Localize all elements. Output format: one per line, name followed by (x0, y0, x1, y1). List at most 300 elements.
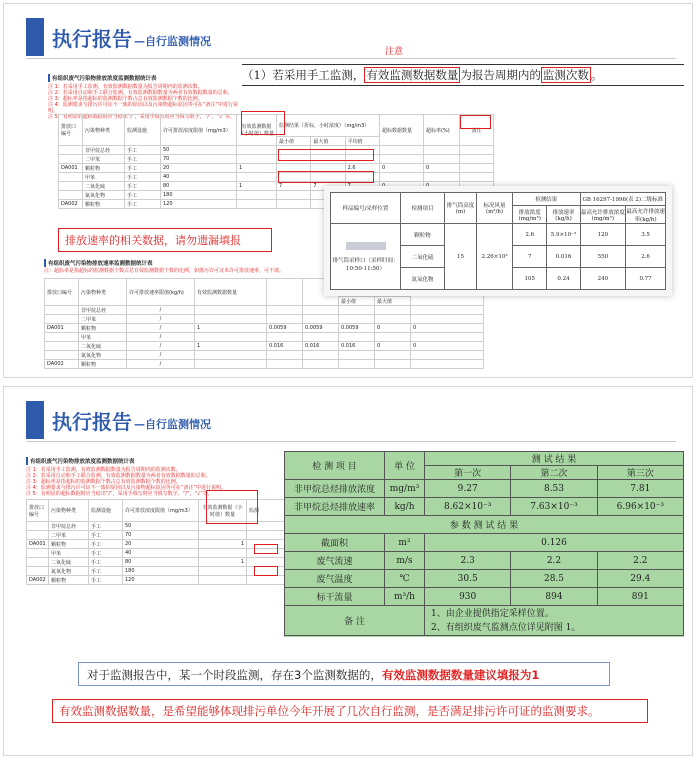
value-cell: 0.016 (339, 342, 375, 351)
outlet-cell (27, 531, 49, 540)
rep-h-height: 排气筒高度(m) (445, 193, 477, 224)
table-row (45, 342, 484, 351)
g-v1-cell: 30.5 (425, 570, 511, 588)
table-row (27, 549, 286, 558)
value-cell: 0.0059 (303, 324, 339, 333)
over-rate-cell (424, 155, 460, 164)
table-row (285, 480, 684, 498)
g-h-item: 检 测 项 目 (285, 452, 385, 480)
rep-sample-cell (331, 224, 401, 290)
t1-h-remark: 备注 (460, 115, 494, 146)
value-cell (339, 315, 375, 324)
rep-h-stdconc: 最高允许排放浓度(mg/m³) (580, 206, 626, 224)
table-row (45, 360, 484, 369)
rep-rate-cell: 0.016 (547, 246, 580, 268)
rep-rate-cell: 0.24 (547, 268, 580, 290)
result-cell (247, 576, 286, 585)
value-cell (303, 315, 339, 324)
s2-pm-highlight (254, 544, 278, 554)
table-row (27, 558, 286, 567)
table-row (285, 552, 684, 570)
outlet-cell (27, 549, 49, 558)
note-text: （1）若采用手工监测， 有效监测数据数量 为报告周期内的 监测次数 。 (242, 64, 684, 86)
count-cell: 1 (199, 558, 247, 567)
rate-note: 排放速率的相关数据，请勿遗漏填报 (58, 228, 272, 252)
limit-cell: / (127, 351, 195, 360)
outlet-cell: DA002 (45, 360, 79, 369)
t1-count-header-highlight (241, 111, 285, 135)
t2-h-limit: 许可排放速率限值(kg/h) (127, 279, 195, 306)
rep-stdrate-cell: 3.5 (626, 224, 666, 246)
rep-rate-cell: 5.9×10⁻³ (547, 224, 580, 246)
table1-note-2: 注 2：若采用自动和手工联合监测，有效监测数据数量为两者有效数据数量的总和。 (48, 90, 233, 96)
rep-stdrate-cell: 0.77 (626, 268, 666, 290)
rep-sample-text: 排气筒采样口（采样时间：10:50-11:50） (332, 257, 399, 272)
pollutant-cell: 二氧化硫 (83, 182, 125, 191)
t1-h-avg: 平均值 (345, 137, 379, 146)
limit-cell: 50 (123, 522, 199, 531)
value-cell (339, 333, 375, 342)
g-h-1: 第一次 (425, 466, 511, 480)
rep-stdconc-cell: 240 (580, 268, 626, 290)
pollutant-cell: 颗粒物 (49, 576, 89, 585)
green-result-card (284, 451, 684, 637)
pollutant-cell: 非甲烷总烃 (83, 146, 125, 155)
rep-item-cell: 颗粒物 (401, 224, 445, 246)
count-cell: 1 (237, 164, 277, 173)
over-rate-cell (424, 173, 460, 182)
rep-flow-cell: 2.26×10³ (477, 224, 513, 290)
rep-conc-cell: 2.6 (513, 224, 547, 246)
pollutant-cell: 氮氧化物 (79, 351, 127, 360)
outlet-cell (45, 342, 79, 351)
s2-h-result: 监测 (247, 500, 286, 522)
t1-h-outlet: 排放口编号 (59, 115, 83, 146)
value-cell (411, 351, 484, 360)
facility-cell: 手工 (125, 200, 161, 209)
slide-1-title: 执行报告 (52, 26, 132, 51)
t1-h-min: 最小值 (277, 137, 311, 146)
table-row (331, 224, 666, 246)
limit-cell: 120 (123, 576, 199, 585)
pollutant-cell: 甲苯 (79, 333, 127, 342)
s2-h-pollutant: 污染物种类 (49, 500, 89, 522)
limit-cell: / (127, 360, 195, 369)
table-row (59, 164, 494, 173)
count-cell (195, 333, 267, 342)
min-cell (277, 200, 311, 209)
g-v2-cell: 7.63×10⁻³ (511, 498, 597, 516)
count-cell (237, 155, 277, 164)
g-v1-cell: 930 (425, 588, 511, 606)
outlet-cell (27, 558, 49, 567)
s2-h-limit: 许可排放浓度限值（mg/m3） (123, 500, 199, 522)
limit-cell: 180 (161, 191, 237, 200)
note-highlight-times: 监测次数 (542, 68, 589, 82)
over-rate-cell (424, 146, 460, 155)
over-count-cell: 0 (380, 164, 424, 173)
slide-1 (3, 3, 693, 378)
g-item-cell: 废气流速 (285, 552, 385, 570)
table1-note-3: 注 3：超标率是指超标的监测数据个数占总有效监测数据个数的比例。 (48, 96, 203, 102)
slide-2 (3, 386, 693, 756)
pollutant-cell: 氮氧化物 (83, 191, 125, 200)
table2-caption (44, 259, 344, 274)
value-cell (411, 306, 484, 315)
table1-title: 有组织废气污染物排放浓度监测数据统计表 (48, 74, 238, 82)
facility-cell: 手工 (89, 567, 123, 576)
outlet-cell (27, 567, 49, 576)
value-cell (267, 351, 303, 360)
limit-cell: 70 (123, 531, 199, 540)
value-cell (411, 315, 484, 324)
facility-cell: 手工 (125, 173, 161, 182)
g-unit-cell: m/s (385, 552, 425, 570)
outlet-cell (45, 333, 79, 342)
table1-note-5: 注 5：有明显的超标数据时应当给出“/”，采用手填写时应当填写数字，“/”，“√”等。 (48, 114, 235, 120)
table-row (27, 531, 286, 540)
outlet-cell: DA001 (59, 164, 83, 173)
t2-h-count: 有效监测数据数量 (195, 279, 267, 306)
s2-note-3: 注 3：超标率是指超标的监测数据个数占总有效监测数据个数的比例。 (26, 479, 181, 485)
facility-cell: 手工 (89, 549, 123, 558)
g-v3-cell: 29.4 (597, 570, 683, 588)
s2-table-title: 有组织废气污染物排放浓度监测数据统计表 (26, 457, 276, 465)
rep-conc-cell: 105 (513, 268, 547, 290)
pollutant-cell: 非甲烷总烃 (79, 306, 127, 315)
value-cell (339, 351, 375, 360)
g-v3-cell: 2.2 (597, 552, 683, 570)
g-v2-cell: 2.2 (511, 552, 597, 570)
pollutant-cell: 甲苯 (49, 549, 89, 558)
facility-cell: 手工 (125, 155, 161, 164)
over-rate-cell: 0 (424, 164, 460, 173)
value-cell: 0.016 (267, 342, 303, 351)
rep-stdconc-cell: 550 (580, 246, 626, 268)
g-v3-cell: 891 (597, 588, 683, 606)
pollutant-cell: 非甲烷总烃 (49, 522, 89, 531)
count-cell (237, 200, 277, 209)
value-cell: 0.0059 (339, 324, 375, 333)
value-cell (339, 306, 375, 315)
t2-h-pollutant: 污染物种类 (79, 279, 127, 306)
info-highlight: 有效监测数据数量建议填报为1 (381, 668, 540, 682)
t1-h-count: 有效监测数据（小时值）数量 (237, 115, 277, 146)
t1-pm-row-highlight (278, 149, 374, 161)
limit-cell: / (127, 342, 195, 351)
s2-h-outlet: 排放口编号 (27, 500, 49, 522)
outlet-cell (45, 315, 79, 324)
facility-cell: 手工 (89, 531, 123, 540)
g-item-cell: 废气温度 (285, 570, 385, 588)
rep-h-flow: 标况风量(m³/h) (477, 193, 513, 224)
min-cell (277, 191, 311, 200)
pollutant-cell: 颗粒物 (49, 540, 89, 549)
s2-note-2: 注 2：若采用自动和手工联合监测，有效监测数据数量为两者有效数据数量的总和。 (26, 473, 211, 479)
value-cell (267, 333, 303, 342)
value-cell (375, 351, 411, 360)
pollutant-cell: 二氧化硫 (49, 558, 89, 567)
rep-item-cell: 氮氧化物 (401, 268, 445, 290)
over-count-cell (380, 146, 424, 155)
outlet-cell: DA002 (27, 576, 49, 585)
t1-h-overrate: 超标率(%) (424, 115, 460, 146)
value-cell (303, 306, 339, 315)
over-count-cell (380, 173, 424, 182)
result-cell (247, 531, 286, 540)
count-cell (199, 549, 247, 558)
g-item-cell: 标干流量 (285, 588, 385, 606)
g-item-cell: 非甲烷总烃排放浓度 (285, 480, 385, 498)
pollutant-cell: 二甲苯 (49, 531, 89, 540)
facility-cell: 手工 (125, 164, 161, 173)
value-cell (375, 333, 411, 342)
t1-h-result: 监测结果（折标，小时浓度）（mg/m3） (277, 115, 380, 137)
g-item-cell: 非甲烷总烃排放速率 (285, 498, 385, 516)
table-row (27, 567, 286, 576)
limit-cell: 80 (161, 182, 237, 191)
table2-note: 注：超标率是指超标的监测数据个数占总有效监测数据个数的比例，如排污许可证未许可排放速率，可不填。 (44, 268, 285, 274)
value-cell: 0 (411, 342, 484, 351)
g-h-3: 第三次 (597, 466, 683, 480)
limit-cell: 40 (123, 549, 199, 558)
count-cell (195, 306, 267, 315)
s2-h-facility: 监测设施 (89, 500, 123, 522)
outlet-cell (45, 306, 79, 315)
t1-so2-row-highlight (278, 171, 374, 183)
rep-conc-cell: 7 (513, 246, 547, 268)
table-row (285, 588, 684, 606)
table-row (285, 498, 684, 516)
over-count-cell (380, 155, 424, 164)
g-param-header: 参 数 测 试 结 果 (285, 516, 684, 534)
title-divider (26, 441, 676, 442)
slide-2-subtitle: —自行监测情况 (134, 417, 211, 431)
report-table (330, 192, 666, 290)
table-row (45, 333, 484, 342)
limit-cell: 120 (161, 200, 237, 209)
g-remark-1: 1、由企业提供指定采样位置。 (431, 608, 554, 619)
value-cell (267, 315, 303, 324)
s2-note-1: 注 1：若采用手工监测，有效监测数据数量为报告周期内的监测次数。 (26, 467, 181, 473)
table-row (59, 155, 494, 164)
rep-h-item: 检测项目 (401, 193, 445, 224)
value-cell (303, 351, 339, 360)
table-row (45, 324, 484, 333)
count-cell (195, 315, 267, 324)
slide-2-title: 执行报告 (52, 409, 132, 434)
value-cell (339, 360, 375, 369)
slide-1-title-bar (26, 18, 211, 56)
t1-h-overcount: 超标数据数量 (380, 115, 424, 146)
facility-cell: 手工 (89, 540, 123, 549)
g-unit-cell: kg/h (385, 498, 425, 516)
pollutant-cell: 二氧化硫 (79, 342, 127, 351)
value-cell (303, 333, 339, 342)
value-cell (303, 360, 339, 369)
limit-cell: 50 (161, 146, 237, 155)
g-remark-2: 2、有组织废气监测点位详见附图 1。 (431, 622, 581, 633)
g-unit-cell: m³/h (385, 588, 425, 606)
count-cell (195, 360, 267, 369)
g-v3-cell: 7.81 (597, 480, 683, 498)
g-v2-cell: 28.5 (511, 570, 597, 588)
limit-cell: / (127, 315, 195, 324)
value-cell: 0.016 (303, 342, 339, 351)
slide-2-title-bar (26, 401, 211, 439)
info-box: 对于监测报告中，某一个时段监测，存在3个监测数据的，有效监测数据数量建议填报为1 (78, 662, 610, 686)
g-v2-cell: 894 (511, 588, 597, 606)
outlet-cell (27, 522, 49, 531)
value-cell: 0 (411, 324, 484, 333)
outlet-cell (59, 146, 83, 155)
table1-note-1: 注 1：若采用手工监测，有效监测数据数量为报告周期内的监测次数。 (48, 84, 203, 90)
s2-count-header-highlight (206, 490, 258, 524)
value-cell (375, 315, 411, 324)
rep-item-cell: 二氧化硫 (401, 246, 445, 268)
facility-cell: 手工 (125, 191, 161, 200)
green-result-table (284, 451, 684, 636)
table-row (27, 576, 286, 585)
g-h-2: 第二次 (511, 466, 597, 480)
limit-cell: / (127, 333, 195, 342)
table-row (285, 570, 684, 588)
rep-h-std: GB 16297-1996(表 2)二级标准 (580, 193, 665, 206)
t2-h-min: 最小值 (339, 297, 375, 306)
rep-h-rate: 排放速率(kg/h) (547, 206, 580, 224)
outlet-cell: DA002 (59, 200, 83, 209)
count-cell (199, 567, 247, 576)
t1-h-pollutant: 污染物种类 (83, 115, 125, 146)
count-cell (199, 576, 247, 585)
min-cell: 7 (277, 182, 311, 191)
bottom-note: 有效监测数据数量，是希望能够体现排污单位今年开展了几次自行监测，是否满足排污许可证的监测要求。 (52, 699, 648, 723)
remark-cell (460, 155, 494, 164)
g-remark-label: 备 注 (285, 606, 425, 636)
t2-h-max: 最大值 (375, 297, 411, 306)
remark-cell (460, 146, 494, 155)
value-cell (411, 333, 484, 342)
facility-cell: 手工 (125, 182, 161, 191)
pollutant-cell: 二甲苯 (79, 315, 127, 324)
pollutant-cell: 氮氧化物 (49, 567, 89, 576)
limit-cell: 40 (161, 173, 237, 182)
pollutant-cell: 颗粒物 (83, 200, 125, 209)
table-row (45, 315, 484, 324)
facility-cell: 手工 (89, 522, 123, 531)
pollutant-cell: 甲苯 (83, 173, 125, 182)
value-cell (375, 360, 411, 369)
value-cell (375, 306, 411, 315)
max-cell: 7 (311, 182, 345, 191)
rep-h-sample: 样品编号/采样位置 (331, 193, 401, 224)
g-area-value: 0.126 (425, 534, 684, 552)
rep-h-conc: 排放浓度(mg/m³) (513, 206, 547, 224)
g-v3-cell: 6.96×10⁻³ (597, 498, 683, 516)
count-cell (199, 531, 247, 540)
facility-cell: 手工 (89, 576, 123, 585)
table-row (59, 173, 494, 182)
g-h-result: 测 试 结 果 (425, 452, 684, 466)
limit-cell: / (127, 324, 195, 333)
limit-cell: 80 (123, 558, 199, 567)
value-cell (267, 306, 303, 315)
limit-cell: 20 (161, 164, 237, 173)
note-highlight-count: 有效监测数据数量 (366, 68, 459, 82)
rep-stdrate-cell: 2.6 (626, 246, 666, 268)
count-cell: 1 (195, 342, 267, 351)
count-cell: 1 (237, 182, 277, 191)
outlet-cell (59, 191, 83, 200)
title-accent-block (26, 401, 44, 439)
avg-cell: 2.6 (345, 164, 379, 173)
value-cell (267, 360, 303, 369)
note-label: 注意 (385, 47, 404, 57)
limit-cell: 20 (123, 540, 199, 549)
pollutant-cell: 二甲苯 (83, 155, 125, 164)
s2-note-5: 注 5：有明显的超标数据时应当给出“/”，采用手填写时应当填写数字，“/”，“√”等。 (26, 491, 213, 497)
remark-cell (460, 173, 494, 182)
g-unit-cell: mg/m³ (385, 480, 425, 498)
s2-h-count: 有效监测数据（小时值）数量 (199, 500, 247, 522)
value-cell: 0.0059 (267, 324, 303, 333)
count-cell (237, 191, 277, 200)
title-divider (26, 58, 676, 59)
table-row (59, 146, 494, 155)
s2-so2-highlight (254, 566, 278, 576)
table-row (45, 306, 484, 315)
t1-h-limit: 许可排放浓度限值（mg/m3） (161, 115, 237, 146)
title-accent-block (26, 18, 44, 56)
table-row (45, 351, 484, 360)
rep-stdconc-cell: 120 (580, 224, 626, 246)
g-v1-cell: 8.62×10⁻³ (425, 498, 511, 516)
table1-note-4: 注 4：监测要求与排污许可证不一致的原因以及污染物超标原因等可在“备注”中进行说明。 (48, 102, 238, 114)
table-row (27, 540, 286, 549)
g-v1-cell: 9.27 (425, 480, 511, 498)
remark-cell (460, 164, 494, 173)
g-h-unit: 单 位 (385, 452, 425, 480)
count-cell (237, 146, 277, 155)
s2-note-4: 注 4：监测要求与排污许可证不一致的原因以及污染物超标原因等可在“备注”中进行说明。 (26, 485, 226, 491)
g-area-unit: m² (385, 534, 425, 552)
facility-cell: 手工 (125, 146, 161, 155)
slide-1-subtitle: —自行监测情况 (134, 34, 211, 48)
g-area-item: 截面积 (285, 534, 385, 552)
g-remark (425, 606, 684, 636)
rep-h-result: 检测结果 (513, 193, 581, 206)
outlet-cell (45, 351, 79, 360)
value-cell: 0 (375, 324, 411, 333)
count-cell: 1 (199, 540, 247, 549)
t2-h-outlet: 排放口编号 (45, 279, 79, 306)
redacted-sample-id (346, 242, 386, 250)
limit-cell: 70 (161, 155, 237, 164)
pollutant-cell: 颗粒物 (83, 164, 125, 173)
report-card (324, 186, 672, 296)
outlet-cell: DA001 (45, 324, 79, 333)
facility-cell: 手工 (89, 558, 123, 567)
limit-cell: 180 (123, 567, 199, 576)
value-cell (411, 360, 484, 369)
outlet-cell: DA001 (27, 540, 49, 549)
count-cell (237, 173, 277, 182)
t1-remark-highlight (460, 115, 491, 129)
count-cell (195, 351, 267, 360)
outlet-cell (59, 155, 83, 164)
rep-height-cell: 15 (445, 224, 477, 290)
pollutant-cell: 颗粒物 (79, 324, 127, 333)
